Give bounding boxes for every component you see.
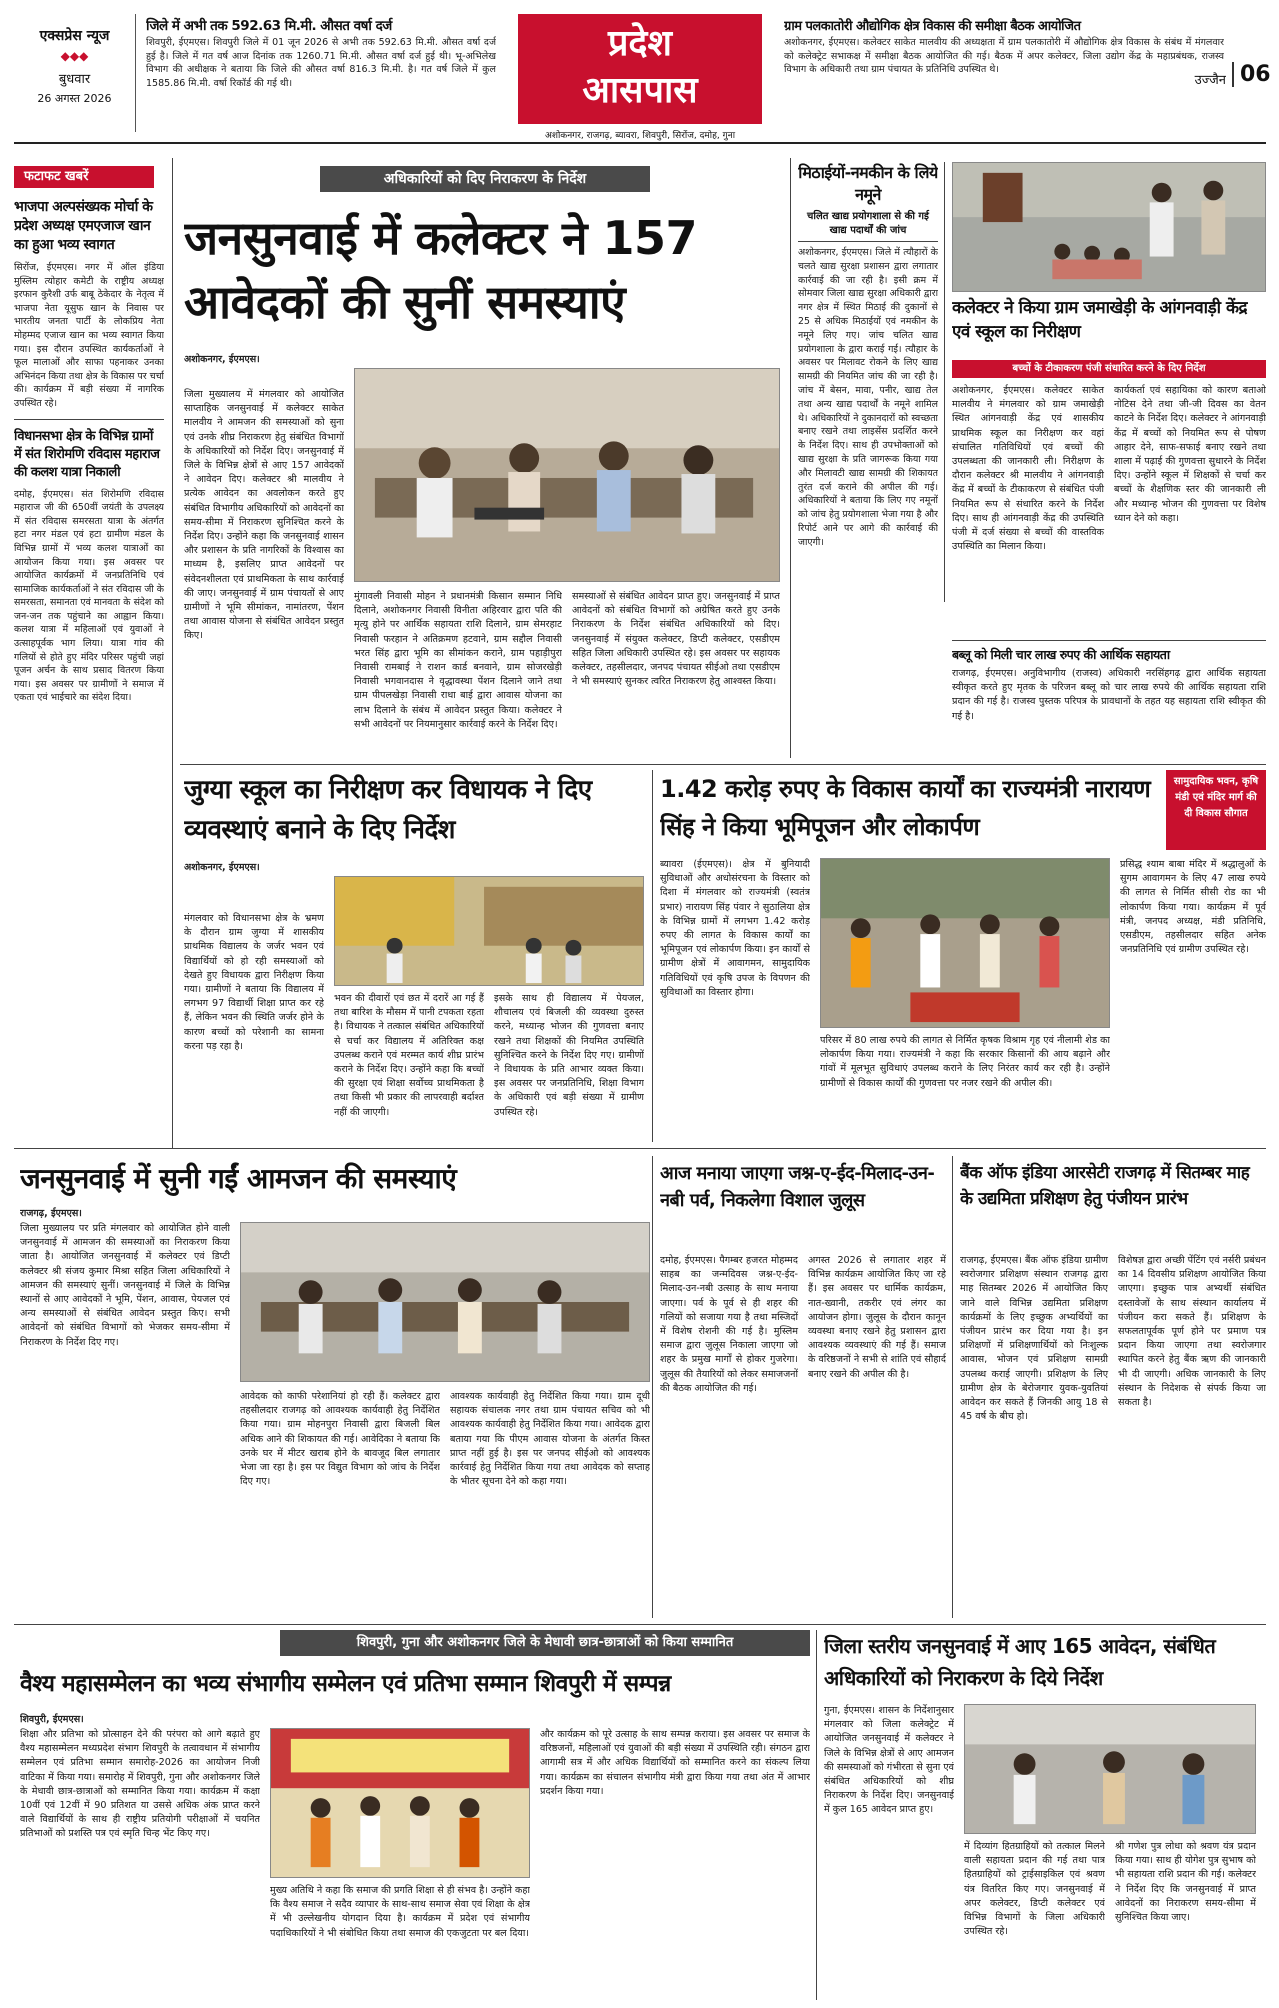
- milad-headline: आज मनाया जाएगा जश्न-ए-ईद-मिलाद-उन-नबी पर्व, निकलेगा विशाल जुलूस: [660, 1163, 935, 1211]
- masthead-brand-box: [14, 14, 136, 132]
- jan2-col2: आवेदक को काफी परेशानियां हो रही हैं। कलेक्टर द्वारा तहसीलदार राजगढ़ को आवश्यक कार्यवाही हेतु निर्देशित किया गया। ग्राम मोहनपुरा निवासी द्वारा बिजली बिल अधिक आने की शिकायत की गई। आवेदिका ने बताया कि उनके घर में मीटर खराब होने के बावजूद बिल लगातार भेजा जा रहा है। इस पर विद्युत विभाग को जांच के निर्देश दिए गए।: [240, 1391, 440, 1488]
- vaishya-headline: वैश्य महासम्मेलन का भव्य संभागीय सम्मेलन एवं प्रतिभा सम्मान शिवपुरी में सम्पन्न: [20, 1671, 671, 1697]
- fatafat-column: [14, 198, 164, 1118]
- vaishya-photo: [270, 1728, 530, 1878]
- anganwadi-col1: अशोकनगर, ईएमएस। कलेक्टर साकेत मालवीय ने मंगलवार को ग्राम जमाखेड़ी स्थित आंगनवाड़ी केंद्र एवं शासकीय प्राथमिक स्कूल का निरीक्षण कर वहां संचालित गतिविधियों एवं बच्चों की उपलब्धता की जानकारी ली। निरीक्षण के दौरान कलेक्टर श्री मालवीय ने आंगनवाड़ी केंद्र में बच्चों के टीकाकरण से संबंधित पंजी नियमित रूप से संधारित करने के निर्देश दिए। साथ ही आंगनवाड़ी केंद्र की उपस्थिति पंजी में दर्ज संख्या से बच्चों की वास्तविक उपस्थिति का मिलान किया।: [952, 385, 1104, 553]
- vaishya-col2: मुख्य अतिथि ने कहा कि समाज की प्रगति शिक्षा से ही संभव है। उन्होंने कहा कि वैश्य समाज ने सदैव व्यापार के साथ-साथ समाज सेवा एवं शिक्षा के क्षेत्र में भी उल्लेखनीय योगदान दिया है। कार्यक्रम में प्रदेश एवं संभागीय पदाधिकारियों ने भी संबोधित किया तथा समाज की एकजुटता पर बल दिया।: [270, 1885, 530, 1939]
- jugya-photo: [334, 876, 644, 986]
- row3-bottom-rule: [14, 1624, 1266, 1625]
- story1-col3: समस्याओं से संबंधित आवेदन प्राप्त हुए। जनसुनवाई में प्राप्त आवेदनों को संबंधित विभागों को अग्रेषित करते हुए उनके निराकरण के निर्देश संबंधित अधिकारियों को दिए। जनसुनवाई में संयुक्त कलेक्टर, डिप्टी कलेक्टर, एसडीएम सहित जिला अधिकारी उपस्थित रहे। इस अवसर पर सहायक कलेक्टर, तहसीलदार, जनपद पंचायत सीईओ तथा एसडीएम ने भी समस्याएं सुनकर त्वरित निराकरण हेतु आश्वस्त किया।: [572, 591, 780, 688]
- fatafat-text-1: सिरोंज, ईएमएस। नगर में ऑल इंडिया मुस्लिम त्योहार कमेटी के राष्ट्रीय अध्यक्ष इरफान कुरैशी उर्फ बाबू ठेकेदार के नेतृत्व में भाजपा नेता यूसुफ खान के निवास पर भारतीय जनता पार्टी के लोकप्रिय नेता मोहम्मद एजाज खान का भव्य स्वागत किया गया। इस दौरान उपस्थित कार्यकर्ताओं ने फूल मालाओं और साफा पहनाकर उनका अभिनंदन किया तथा क्षेत्र के विकास पर चर्चा की। कार्यक्रम में बड़ी संख्या में नागरिक उपस्थित रहे।: [14, 262, 164, 409]
- meeting-brief: [784, 16, 1224, 116]
- fatafat-divider: [14, 419, 164, 420]
- edition-city: उज्जैन: [1194, 73, 1226, 88]
- story1-kicker: अधिकारियों को दिए निराकरण के निर्देश: [320, 166, 650, 192]
- vaishya-rule: [816, 1630, 817, 2000]
- babblu-rule: [952, 640, 1266, 641]
- anganwadi-headline: कलेक्टर ने किया ग्राम जमाखेड़ी के आंगनवाड़ी केंद्र एवं स्कूल का निरीक्षण: [952, 298, 1248, 342]
- vaishya-col3: और कार्यक्रम को पूरे उत्साह के साथ सम्पन्न कराया। इस अवसर पर समाज के वरिष्ठजनों, महिलाओं एवं युवाओं की बड़ी संख्या में उपस्थिति रही। संगठन द्वारा आगामी सत्र में और अधिक विद्यार्थियों को सम्मानित करने का संकल्प लिया गया। कार्यक्रम का संचालन संभागीय मंत्री द्वारा किया गया तथा अंत में आभार प्रदर्शन किया गया।: [540, 1729, 810, 1797]
- mithai-rule: [944, 162, 945, 602]
- rain-text: शिवपुरी, ईएमएस। शिवपुरी जिले में 01 जून 2026 से अभी तक 592.63 मि.मी. औसत वर्षा दर्ज हुई है। जिले में गत वर्ष आज दिनांक तक 1260.71 मि.मी. औसत वर्षा दर्ज हुई थी। भू-अभिलेख विभाग की अधीक्षक ने बताया कि जिले की औसत वर्षा 816.3 मि.मी. है। गत वर्ष जिले में कुल 1585.86 मि.मी. वर्षा रिकॉर्ड की गई थी।: [146, 37, 496, 89]
- fatafat-tag: फटाफट खबरें: [14, 166, 154, 188]
- jugya-byline: अशोकनगर, ईएमएस।: [184, 862, 260, 873]
- anganwadi-col2: कार्यकर्ता एवं सहायिका को कारण बताओ नोटिस देने तथा जी-जी दिवस का वेतन काटने के निर्देश दिए। कलेक्टर ने आंगनवाड़ी केंद्र में बच्चों को नियमित रूप से पोषण आहार देने, साफ-सफाई बनाए रखने तथा शाला में पढ़ाई की गुणवत्ता सुधारने के निर्देश दिए। उन्होंने स्कूल में शिक्षकों से चर्चा कर बच्चों के शैक्षणिक स्तर की जानकारी ली और मध्यान्ह भोजन की गुणवत्ता पर विशेष ध्यान देने को कहा।: [1114, 385, 1266, 524]
- fatafat-headline-2: विधानसभा क्षेत्र के विभिन्न ग्रामों में संत शिरोमणि रविदास महाराज की कलश यात्रा निकाली: [14, 428, 160, 480]
- vaishya-byline: शिवपुरी, ईएमएस।: [20, 1714, 84, 1725]
- app165-col3: श्री गणेश पुत्र लोधा को श्रवण यंत्र प्रदान किया गया। साथ ही योगेश पुत्र सुभाष को भी सहायता राशि प्रदान की गई। कलेक्टर ने निर्देश दिए कि जनसुनवाई में प्राप्त आवेदनों का निराकरण समय-सीमा में सुनिश्चित किया जाए।: [1115, 1841, 1256, 1924]
- bank-col1: राजगढ़, ईएमएस। बैंक ऑफ इंडिया ग्रामीण स्वरोजगार प्रशिक्षण संस्थान राजगढ़ द्वारा माह सितम्बर 2026 में आयोजित किए जाने वाले विभिन्न उद्यमिता प्रशिक्षण कार्यक्रमों के लिए इच्छुक अभ्यर्थियों का पंजीयन प्रारंभ कर दिया गया है। इन प्रशिक्षणों में प्रशिक्षणार्थियों को निःशुल्क आवास, भोजन एवं प्रशिक्षण सामग्री उपलब्ध कराई जाएगी। प्रशिक्षण के लिए ग्रामीण क्षेत्र के बेरोजगार युवक-युवतियां आवेदन कर सकते हैं जिनकी आयु 18 से 45 वर्ष के बीच हो।: [960, 1255, 1108, 1423]
- crore-col3: प्रसिद्ध श्याम बाबा मंदिर में श्रद्धालुओं के सुगम आवागमन के लिए 47 लाख रुपये की लागत से निर्मित सीसी रोड का भी लोकार्पण किया गया। कार्यक्रम में पूर्व मंत्री, जनपद अध्यक्ष, मंडी प्रतिनिधि, एसडीएम, तहसीलदार सहित अनेक जनप्रतिनिधि एवं ग्रामीण उपस्थित रहे।: [1120, 859, 1266, 956]
- rain-brief: [146, 16, 496, 126]
- story1-col2: मुंगावली निवासी मोहन ने प्रधानमंत्री किसान सम्मान निधि दिलाने, अशोकनगर निवासी विनीता अहिरवार द्वारा पति की मृत्यु होने पर आर्थिक सहायता राशि दिलाने, ग्राम सेमरहाट निवासी फरहान ने अतिक्रमण हटवाने, ग्राम सद्दौल निवासी भरत सिंह द्वारा भूमि का सीमांकन कराने, ग्राम पहाड़ीपुरा निवासी रामबाई ने राशन कार्ड बनवाने, ग्राम सोजरखेड़ी निवासी भगवानदास ने वृद्धावस्था पेंशन दिलाने जाने तथा ग्राम पीपलखेड़ा निवासी राधा बाई द्वारा आवास योजना का लाभ दिलाने के संबंध में आवेदन प्रस्तुत किया। कलेक्टर ने सभी आवेदनों पर नियमानुसार कार्रवाई करने के निर्देश दिए।: [354, 591, 562, 730]
- bank-headline: बैंक ऑफ इंडिया आरसेटी राजगढ़ में सितम्बर माह के उद्यमिता प्रशिक्षण हेतु पंजीयन प्रारंभ: [960, 1163, 1250, 1209]
- jan2-rule: [652, 1156, 653, 1618]
- milad-col1: दमोह, ईएमएस। पैगम्बर हजरत मोहम्मद साहब का जन्मदिवस जश्न-ए-ईद-मिलाद-उन-नबी उत्साह के साथ मनाया जाएगा। पर्व के पूर्व से ही शहर की गलियों को सजाया गया है तथा मस्जिदों में विशेष रोशनी की गई है। मुस्लिम समाज द्वारा जुलूस निकाला जाएगा जो शहर के प्रमुख मार्गों से होकर गुजरेगा। जुलूस की तैयारियों को लेकर समाजजनों की बैठक आयोजित की गई।: [660, 1255, 798, 1394]
- jugya-col2: भवन की दीवारों एवं छत में दरारें आ गई हैं तथा बारिश के मौसम में पानी टपकता रहता है। विधायक ने तत्काल संबंधित अधिकारियों से चर्चा कर विद्यालय में अतिरिक्त कक्ष उपलब्ध कराने एवं मरम्मत कार्य शीघ्र प्रारंभ कराने के निर्देश दिए। उन्होंने कहा कि बच्चों की सुरक्षा एवं शिक्षा सर्वोच्च प्राथमिकता है तथा किसी भी प्रकार की लापरवाही बर्दाश्त नहीं की जाएगी।: [334, 993, 484, 1118]
- milad-body: [660, 1254, 946, 1614]
- page-number: 06: [1232, 62, 1272, 87]
- app165-headline: जिला स्तरीय जनसुनवाई में आए 165 आवेदन, संबंधित अधिकारियों को निराकरण के दिये निर्देश: [824, 1634, 1216, 1690]
- milad-col2: अगस्त 2026 से लगातार शहर में विभिन्न कार्यक्रम आयोजित किए जा रहे हैं। इस अवसर पर धार्मिक कार्यक्रम, नात-ख्वानी, तकरीर एवं लंगर का आयोजन होगा। जुलूस के दौरान कानून व्यवस्था बनाए रखने हेतु प्रशासन द्वारा आवश्यक व्यवस्थाएं की गई हैं। समाज के वरिष्ठजनों ने सभी से शांति एवं सौहार्द बनाए रखने की अपील की है।: [808, 1255, 946, 1380]
- masthead-rule: [14, 142, 1266, 144]
- jugya-headline: जुग्या स्कूल का निरीक्षण कर विधायक ने दिए व्यवस्थाएं बनाने के दिए निर्देश: [184, 775, 592, 845]
- rain-headline: जिले में अभी तक 592.63 मि.मी. औसत वर्षा दर्ज: [146, 18, 392, 34]
- fatafat-text-2: दमोह, ईएमएस। संत शिरोमणि रविदास महाराज जी की 650वीं जयंती के उपलक्ष्य में संत रविदास समरसता यात्रा के अंतर्गत हटा नगर मंडल एवं हटा ग्रामीण मंडल के विभिन्न ग्रामों में भव्य कलश यात्राओं का आयोजन किया गया। इस अवसर पर आयोजित कार्यक्रमों में जनप्रतिनिधि एवं सामाजिक कार्यकर्ताओं ने संत रविदास जी के समरसता, समानता एवं मानवता के संदेश को जन-जन तक पहुंचाने का आह्वान किया। कलश यात्रा में महिलाओं एवं युवाओं ने उत्साहपूर्वक भाग लिया। यात्रा गांव की गलियों से होते हुए मंदिर परिसर पहुंची जहां पूजन अर्चन के साथ प्रसाद वितरण किया गया। इस अवसर पर ग्रामीणों ने समाज में एकता एवं भाईचारे का संदेश दिया।: [14, 488, 164, 704]
- app165-col1: गुना, ईएमएस। शासन के निर्देशानुसार मंगलवार को जिला कलेक्ट्रेट में आयोजित जनसुनवाई में कलेक्टर ने जिले के विभिन्न क्षेत्रों से आए आमजन की समस्याओं को गंभीरता से सुना एवं संबंधित अधिकारियों को शीघ्र निराकरण के निर्देश दिए। जनसुनवाई में कुल 165 आवेदन प्राप्त हुए।: [824, 1705, 954, 1816]
- center-right-rule: [790, 158, 791, 758]
- story1-photo: [354, 368, 780, 582]
- jugya-body: [184, 860, 644, 1140]
- left-column-rule: [172, 158, 173, 1148]
- story1-col1: जिला मुख्यालय में मंगलवार को आयोजित साप्ताहिक जनसुनवाई में कलेक्टर साकेत मालवीय ने आमजन की समस्याओं को सुना एवं उनके शीघ्र निराकरण हेतु संबंधित विभागों के अधिकारियों को निर्देश दिए। जनसुनवाई में जिले के विभिन्न क्षेत्रों से आए 157 आवेदकों ने आवेदन दिए। कलेक्टर श्री मालवीय ने प्रत्येक आवेदन का अवलोकन करते हुए संबंधित विभागीय अधिकारियों को आवेदनों का समय-सीमा में निराकरण सुनिश्चित करने के निर्देश दिए। उन्होंने कहा कि जनसुनवाई शासन और प्रशासन के प्रति नागरिकों के विश्वास का माध्यम है, इसलिए प्राप्त आवेदनों पर संवेदनशीलता एवं प्राथमिकता के साथ कार्रवाई की जाए। जनसुनवाई में ग्राम पंचायतों से आए ग्रामीणों ने भूमि सीमांकन, नामांतरण, पेंशन तथा आवास योजना से संबंधित आवेदन प्रस्तुत किए।: [184, 389, 344, 642]
- crore-col1: ब्यावरा (ईएमएस)। क्षेत्र में बुनियादी सुविधाओं और अधोसंरचना के विस्तार को दिशा में मंगलवार को राज्यमंत्री (स्वतंत्र प्रभार) नारायण सिंह पंवार ने सुठालिया क्षेत्र के विभिन्न ग्रामों में लगभग 1.42 करोड़ रुपए की लागत के विकास कार्यों का भूमिपूजन एवं लोकार्पण किया। इन कार्यों से ग्रामीण क्षेत्रों में आवागमन, सामुदायिक गतिविधियों एवं कृषि उपज के विपणन की सुविधाओं का विस्तार होगा।: [660, 859, 810, 998]
- vaishya-col1: शिक्षा और प्रतिभा को प्रोत्साहन देने की परंपरा को आगे बढ़ाते हुए वैश्य महासम्मेलन मध्यप्रदेश संभाग शिवपुरी के तत्वावधान में संभागीय सम्मेलन एवं प्रतिभा सम्मान समारोह-2026 का आयोजन निजी वाटिका में किया गया। समारोह में शिवपुरी, गुना और अशोकनगर जिले के मेधावी छात्र-छात्राओं को सम्मानित किया गया। कार्यक्रम में कक्षा 10वीं एवं 12वीं में 90 प्रतिशत या उससे अधिक अंक प्राप्त करने वाले विद्यार्थियों के साथ ही राष्ट्रीय प्रतियोगी परीक्षाओं में चयनित प्रतिभाओं को प्रशस्ति पत्र एवं स्मृति चिन्ह भेंट किए गए।: [20, 1729, 260, 1840]
- jugya-rule: [652, 770, 653, 1142]
- mithai-subhead: चलित खाद्य प्रयोगशाला से की गई खाद्य पदार्थों की जांच: [798, 210, 938, 242]
- babblu-text: राजगढ़, ईएमएस। अनुविभागीय (राजस्व) अधिकारी नरसिंहगढ़ द्वारा आर्थिक सहायता स्वीकृत करते हुए मृतक के परिजन बब्लू को चार लाख रुपये की आर्थिक सहायता राशि प्रदान की गई है। राजस्व पुस्तक परिपत्र के प्रावधानों के तहत यह सहायता राशि स्वीकृत की गई है।: [952, 668, 1266, 722]
- brand-name: एक्सप्रेस न्यूज: [39, 28, 110, 44]
- jugya-col1: मंगलवार को विधानसभा क्षेत्र के भ्रमण के दौरान ग्राम जुग्या में शासकीय प्राथमिक विद्यालय के जर्जर भवन एवं विद्यार्थियों को हो रही समस्याओं को देखते हुए विधायक द्वारा निरीक्षण किया गया। ग्रामीणों ने बताया कि विद्यालय में लगभग 97 विद्यार्थी शिक्षा प्राप्त कर रहे हैं, लेकिन भवन की स्थिति जर्जर होने के कारण बच्चों को परेशानी का सामना करना पड़ रहा है।: [184, 913, 324, 1052]
- jan2-headline: जनसुनवाई में सुनी गईं आमजन की समस्याएं: [20, 1162, 457, 1195]
- mithai-story: [798, 162, 938, 762]
- crore-headline: 1.42 करोड़ रुपए के विकास कार्यों का राज्यमंत्री नारायण सिंह ने किया भूमिपूजन और लोकार्पण: [660, 775, 1151, 841]
- jan2-photo: [240, 1222, 650, 1382]
- bank-col2: विशेषज्ञ द्वारा अच्छी पेंटिंग एवं नर्सरी प्रबंधन का 14 दिवसीय प्रशिक्षण आयोजित किया जाएगा। इच्छुक पात्र अभ्यर्थी संबंधित दस्तावेजों के साथ संस्थान कार्यालय में पंजीयन करा सकते हैं। प्रशिक्षण के सफलतापूर्वक पूर्ण होने पर प्रमाण पत्र प्रदान किया जाएगा तथा स्वरोजगार स्थापित करने हेतु बैंक ऋण की जानकारी भी दी जाएगी। अधिक जानकारी के लिए संस्थान के निदेशक से संपर्क किया जा सकता है।: [1118, 1255, 1266, 1409]
- jan2-byline: राजगढ़, ईएमएस।: [20, 1208, 82, 1219]
- issue-date: 26 अगस्त 2026: [37, 92, 112, 105]
- app165-col2: में दिव्यांग हितग्राहियों को तत्काल मिलने वाली सहायता प्रदान की गई तथा पात्र हितग्राहियों को ट्राईसाइकिल एवं श्रवण यंत्र वितरित किए गए। जनसुनवाई में अपर कलेक्टर, डिप्टी कलेक्टर एवं विभिन्न विभागों के जिला अधिकारी उपस्थित रहे।: [964, 1841, 1105, 1938]
- story1-headline: जनसुनवाई में कलेक्टर ने 157 आवेदकों की सुनीं समस्याएं: [184, 211, 698, 329]
- story1-body: [184, 352, 780, 752]
- meeting-headline: ग्राम पलकातोरी औद्योगिक क्षेत्र विकास की समीक्षा बैठक आयोजित: [784, 19, 1081, 34]
- row1-bottom-rule: [180, 764, 1266, 765]
- brand-ornament-icon: ◆◆◆: [60, 49, 89, 63]
- meeting-text: अशोकनगर, ईएमएस। कलेक्टर साकेत मालवीय की अध्यक्षता में ग्राम पलकातोरी में औद्योगिक क्षेत्र विकास के संबंध में मंगलवार को कलेक्ट्रेट सभाकक्ष में समीक्षा बैठक आयोजित की गई। बैठक में अपर कलेक्टर, जिला उद्योग केंद्र के महाप्रबंधक, राजस्व विभाग के अधिकारी तथा ग्राम पंचायत के प्रतिनिधि उपस्थित थे।: [784, 37, 1224, 75]
- section-title-line2: आसपास: [582, 70, 698, 111]
- section-title-box: [518, 14, 762, 124]
- fatafat-headline-1: भाजपा अल्पसंख्यक मोर्चा के प्रदेश अध्यक्ष एमएजाज खान का हुआ भव्य स्वागत: [14, 199, 153, 253]
- app165-photo: [964, 1704, 1256, 1834]
- mithai-headline: मिठाईयों-नमकीन के लिये नमूने: [798, 163, 938, 204]
- babblu-headline: बब्लू को मिली चार लाख रुपए की आर्थिक सहायता: [952, 647, 1170, 662]
- jan2-col1: जिला मुख्यालय पर प्रति मंगलवार को आयोजित होने वाली जनसुनवाई में आमजन की समस्याओं का निराकरण किया जाता है। आयोजित जनसुनवाई में कलेक्टर एवं डिप्टी कलेक्टर श्री संजय कुमार मिश्रा सहित जिला अधिकारियों ने आमजन की समस्याएं सुनीं। जनसुनवाई में जिले के विभिन्न स्थानों से आए आवेदकों ने भूमि, पेंशन, आवास, पेयजल एवं अन्य समस्याओं से संबंधित आवेदन प्रस्तुत किए। सभी आवेदनों को संबंधित विभागों को भेजकर समय-सीमा में निराकरण के निर्देश दिए गए।: [20, 1223, 230, 1348]
- mithai-text: अशोकनगर, ईएमएस। जिले में त्यौहारों के चलते खाद्य सुरक्षा प्रशासन द्वारा लगातार कार्रवाई की जा रही है। इसी क्रम में सोमवार जिला खाद्य सुरक्षा अधिकारी द्वारा नगर क्षेत्र में स्थित मिठाई की दुकानों से 25 से अधिक मिठाईयों एवं नमकीन के नमूने लिए गए। जांच चलित खाद्य प्रयोगशाला के द्वारा कराई गई। त्यौहार के अवसर पर मिलावट रोकने के लिए खाद्य सामग्री की नियमित जांच की जा रही है। जांच में बेसन, मावा, पनीर, खाद्य तेल तथा अन्य खाद्य पदार्थों के नमूने शामिल थे। अधिकारियों ने दुकानदारों को स्वच्छता बनाए रखने तथा लाइसेंस प्रदर्शित करने के निर्देश दिए। साथ ही उपभोक्ताओं को खाद्य सुरक्षा के प्रति जागरूक किया गया और मिलावटी खाद्य सामग्री की शिकायत तुरंत दर्ज कराने की अपील की गई। अधिकारियों ने बताया कि लिए गए नमूनों को जांच हेतु प्रयोगशाला भेजा गया है और रिपोर्ट आने पर आगे की कार्रवाई की जाएगी।: [798, 247, 938, 548]
- jugya-col3: इसके साथ ही विद्यालय में पेयजल, शौचालय एवं बिजली की व्यवस्था दुरुस्त करने, मध्यान्ह भोजन की गुणवत्ता बनाए रखने तथा शिक्षकों की नियमित उपस्थिति सुनिश्चित करने के निर्देश दिए गए। ग्रामीणों ने विधायक के प्रति आभार व्यक्त किया। इस अवसर पर जनप्रतिनिधि, शिक्षा विभाग के अधिकारी एवं बड़ी संख्या में ग्रामीण उपस्थित रहे।: [494, 993, 644, 1118]
- vaishya-banner: शिवपुरी, गुना और अशोकनगर जिले के मेधावी छात्र-छात्राओं को किया सम्मानित: [280, 1630, 810, 1656]
- row2-bottom-rule: [14, 1148, 1266, 1149]
- story1-byline: अशोकनगर, ईएमएस।: [184, 354, 260, 365]
- bank-body: [960, 1254, 1266, 1614]
- crore-box: सामुदायिक भवन, कृषि मंडी एवं मंदिर मार्ग की दी विकास सौगात: [1166, 770, 1266, 850]
- app165-body: [824, 1704, 1266, 1998]
- milad-rule: [952, 1156, 953, 1618]
- jan2-body: [20, 1206, 650, 1616]
- crore-photo: [820, 858, 1110, 1028]
- babblu-story: [952, 646, 1266, 756]
- anganwadi-subhead: बच्चों के टीकाकरण पंजी संधारित करने के दिए निर्देश: [952, 360, 1266, 378]
- vaishya-body: [20, 1712, 810, 1998]
- district-list: अशोकनगर, राजगढ़, ब्यावरा, शिवपुरी, सिरोंज, दमोह, गुना: [544, 131, 736, 141]
- jan2-col3: आवश्यक कार्यवाही हेतु निर्देशित किया गया। ग्राम दूधी सहायक संचालक नगर तथा ग्राम पंचायत सचिव को भी आवश्यक कार्यवाही हेतु निर्देशित किया गया। आवेदक द्वारा बताया गया कि पीएम आवास योजना के अंतर्गत किस्त प्राप्त नहीं हुई है। इस पर जनपद सीईओ को आवश्यक कार्रवाई हेतु निर्देशित किया गया तथा आवेदक को सप्ताह के भीतर सूचना देने को कहा गया।: [450, 1391, 650, 1488]
- issue-day: बुधवार: [58, 72, 91, 87]
- anganwadi-body: [952, 384, 1266, 604]
- section-title-line1: प्रदेश: [607, 23, 673, 64]
- crore-col2: परिसर में 80 लाख रुपये की लागत से निर्मित कृषक विश्राम गृह एवं नीलामी शेड का लोकार्पण किया गया। राज्यमंत्री ने कहा कि सरकार किसानों की आय बढ़ाने और गांवों में मूलभूत सुविधाएं उपलब्ध कराने के लिए निरंतर कार्य कर रही है। उन्होंने ग्रामीणों से विकास कार्यों की गुणवत्ता पर नजर रखने की अपील की।: [820, 1035, 1110, 1089]
- anganwadi-photo: [952, 162, 1266, 292]
- crore-body: [660, 858, 1266, 1142]
